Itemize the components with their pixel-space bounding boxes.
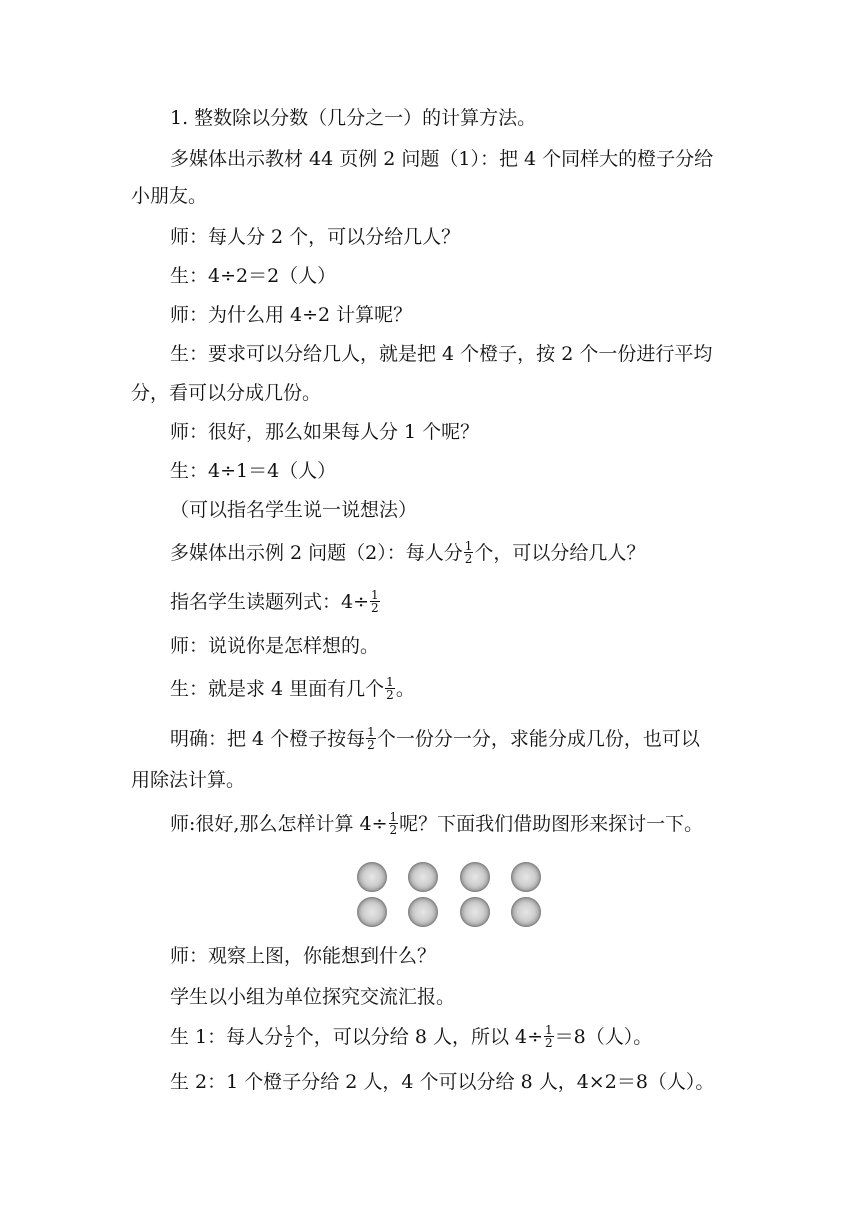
fraction: $\frac{1}{2}$ — [545, 1022, 553, 1050]
fraction: $\frac{1}{2}$ — [371, 587, 379, 615]
text-line: 明确：把 4 个橙子按每 $\frac{1}{2}$ 个一份分一分，求能分成几份，也可以 — [170, 724, 700, 752]
text-line: 师：观察上图，你能想到什么？ — [170, 945, 437, 967]
text-line: （可以指名学生说一说想法） — [170, 499, 418, 521]
text-line: 生 2：1 个橙子分给 2 人，4 个可以分给 8 人，4×2＝8（人）。 — [170, 1071, 715, 1093]
orange-icon — [357, 897, 387, 927]
orange-icon — [357, 862, 387, 892]
fraction: $\frac{1}{2}$ — [464, 538, 473, 566]
text-line: 小朋友。 — [131, 185, 208, 207]
text-line: 多媒体出示例 2 问题（2）：每人分 $\frac{1}{2}$ 个，可以分给几人？ — [170, 538, 646, 566]
orange-icon — [408, 897, 438, 927]
oranges-figure — [355, 860, 545, 930]
text-line: 师：说说你是怎样想的。 — [170, 635, 380, 657]
fraction: $\frac{1}{2}$ — [386, 674, 394, 702]
text-line: 生：要求可以分给几人，就是把 4 个橙子，按 2 个一份进行平均 — [170, 343, 713, 365]
orange-icon — [408, 862, 438, 892]
orange-icon — [460, 897, 490, 927]
text-line: 用除法计算。 — [131, 769, 246, 791]
text-line: 生：4÷2＝2（人） — [170, 265, 337, 287]
orange-icon — [511, 897, 541, 927]
text-line: 生：4÷1＝4（人） — [170, 460, 337, 482]
text-line: 分，看可以分成几份。 — [131, 382, 322, 404]
text-line: 多媒体出示教材 44 页例 2 问题（1）：把 4 个同样大的橙子分给 — [170, 148, 714, 170]
fraction: $\frac{1}{2}$ — [285, 1022, 293, 1050]
orange-icon — [460, 862, 490, 892]
text-line: 生 1：每人分 $\frac{1}{2}$ 个，可以分给 8 人，所以 4÷ $\frac{1}{2}$ ＝8（人）。 — [170, 1022, 653, 1050]
text-line: 师：很好，那么如果每人分 1 个呢？ — [170, 421, 480, 443]
text-line: 师：每人分 2 个，可以分给几人？ — [170, 226, 461, 248]
text-line: 学生以小组为单位探究交流汇报。 — [170, 986, 456, 1008]
fraction: $\frac{1}{2}$ — [389, 809, 398, 837]
text-line: 师：为什么用 4÷2 计算呢？ — [170, 304, 413, 326]
text-line: 生：就是求 4 里面有几个 $\frac{1}{2}$ 。 — [170, 674, 415, 702]
text-line: 师:很好,那么怎样计算 4÷ $\frac{1}{2}$ 呢？下面我们借助图形来探讨一下。 — [170, 809, 704, 837]
heading-line: 1. 整数除以分数（几分之一）的计算方法。 — [170, 107, 537, 129]
text-line: 指名学生读题列式：4÷ $\frac{1}{2}$ — [170, 587, 379, 615]
orange-icon — [511, 862, 541, 892]
fraction: $\frac{1}{2}$ — [367, 724, 375, 752]
